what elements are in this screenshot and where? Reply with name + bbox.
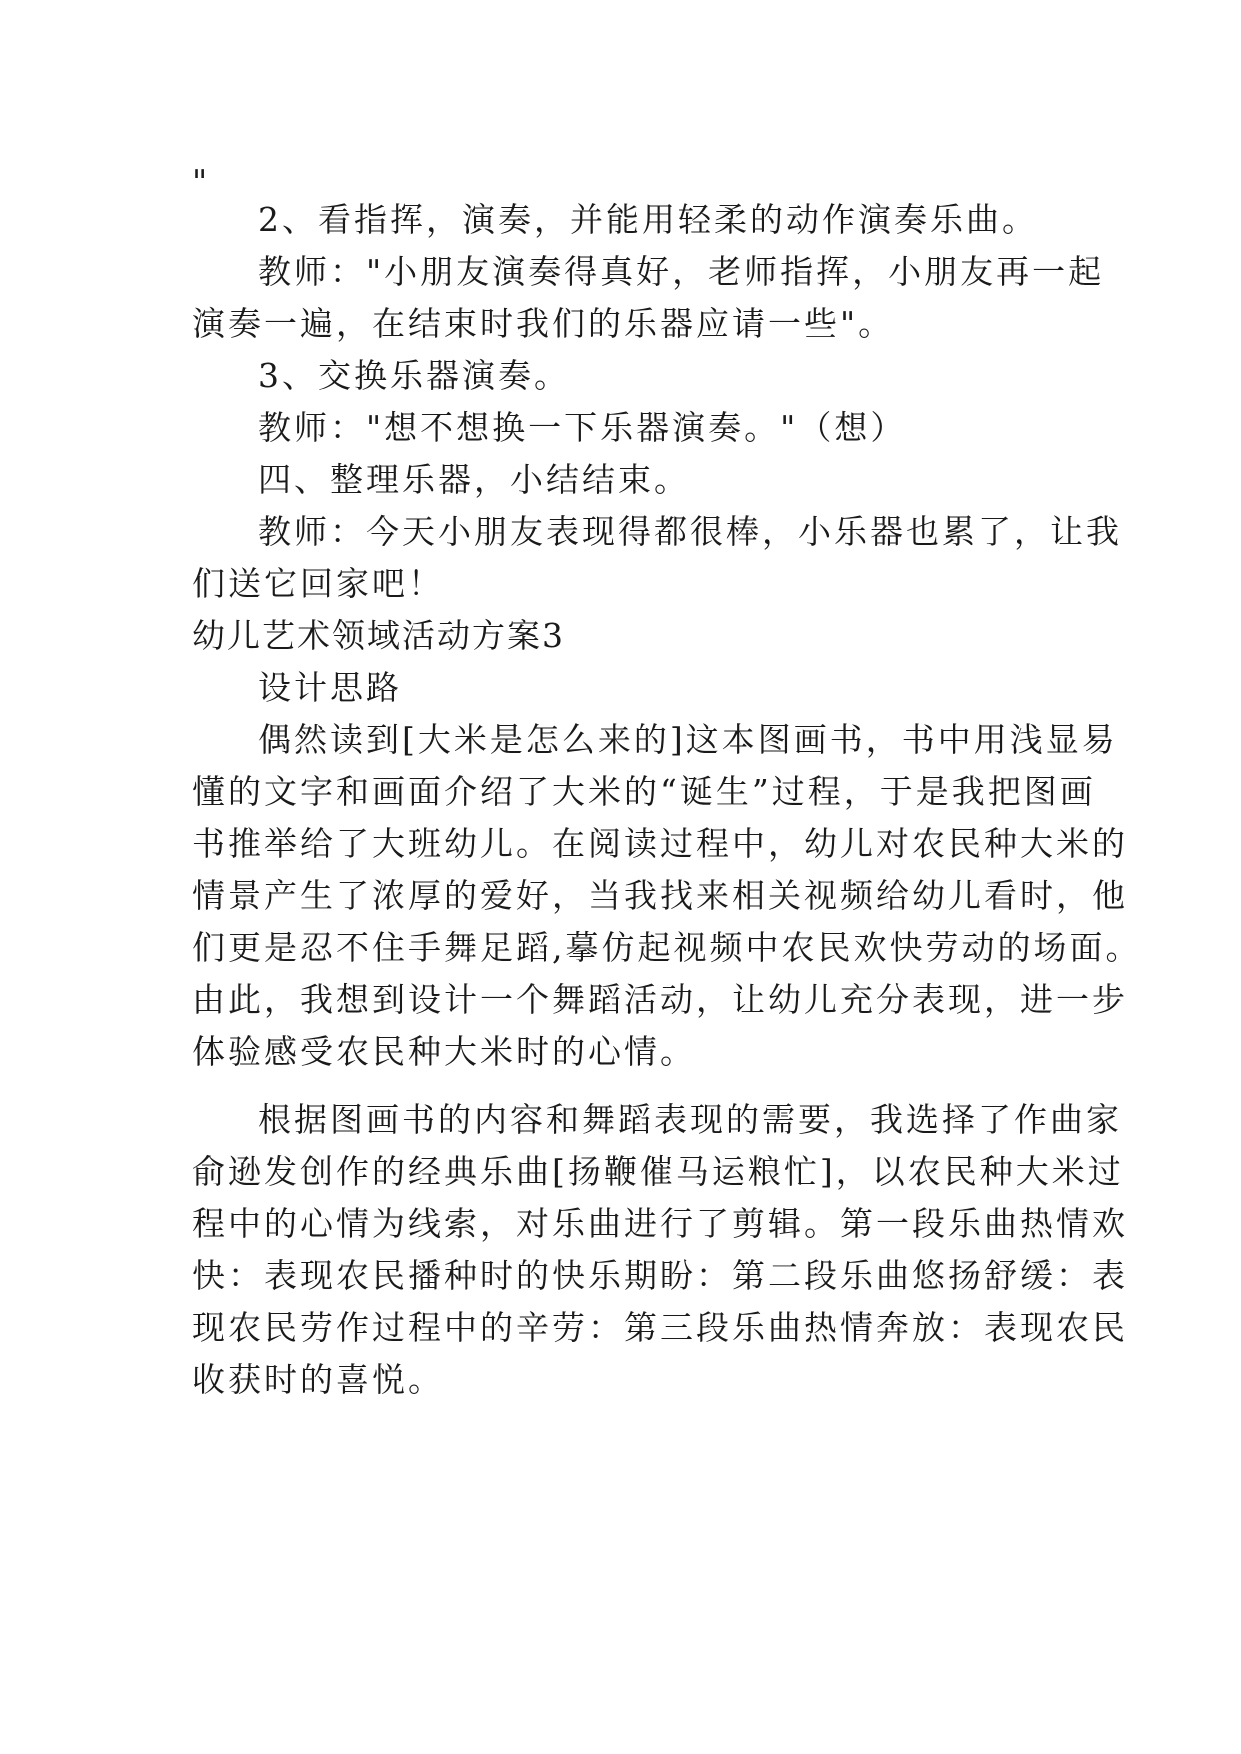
paragraph-1-line-5: 们更是忍不住手舞足蹈,摹仿起视频中农民欢快劳动的场面。	[192, 928, 1142, 967]
paragraph-1-line-4: 情景产生了浓厚的爱好，当我找来相关视频给幼儿看时，他	[192, 876, 1128, 915]
paragraph-step-3: 3、交换乐器演奏。	[258, 356, 570, 395]
section-title: 幼儿艺术领域活动方案3	[192, 616, 565, 655]
paragraph-1-line-3: 书推举给了大班幼儿。在阅读过程中，幼儿对农民种大米的	[192, 824, 1128, 863]
paragraph-2-line-6: 收获时的喜悦。	[192, 1360, 444, 1399]
paragraph-2-line-5: 现农民劳作过程中的辛劳：第三段乐曲热情奔放：表现农民	[192, 1308, 1128, 1347]
paragraph-2-line-2: 俞逊发创作的经典乐曲[扬鞭催马运粮忙]，以农民种大米过	[192, 1152, 1124, 1191]
subheading-design-idea: 设计思路	[258, 668, 402, 707]
paragraph-teacher-closing-1: 教师：今天小朋友表现得都很棒，小乐器也累了，让我	[258, 512, 1122, 551]
paragraph-1-line-7: 体验感受农民种大米时的心情。	[192, 1032, 696, 1071]
paragraph-2-line-3: 程中的心情为线索，对乐曲进行了剪辑。第一段乐曲热情欢	[192, 1204, 1128, 1243]
paragraph-2-line-1: 根据图画书的内容和舞蹈表现的需要，我选择了作曲家	[258, 1100, 1122, 1139]
paragraph-2-line-4: 快：表现农民播种时的快乐期盼：第二段乐曲悠扬舒缓：表	[192, 1256, 1128, 1295]
paragraph-1-line-6: 由此，我想到设计一个舞蹈活动，让幼儿充分表现，进一步	[192, 980, 1128, 1019]
paragraph-teacher-line-1: 教师："小朋友演奏得真好，老师指挥，小朋友再一起	[258, 252, 1105, 291]
stray-quote-mark: "	[192, 162, 211, 201]
paragraph-teacher-closing-2: 们送它回家吧！	[192, 564, 444, 603]
paragraph-step-2: 2、看指挥，演奏，并能用轻柔的动作演奏乐曲。	[258, 200, 1038, 239]
paragraph-teacher-question: 教师："想不想换一下乐器演奏。"（想）	[258, 408, 907, 447]
paragraph-teacher-line-2: 演奏一遍，在结束时我们的乐器应请一些"。	[192, 304, 895, 343]
paragraph-1-line-2: 懂的文字和画面介绍了大米的“诞生”过程，于是我把图画	[192, 772, 1096, 811]
paragraph-1-line-1: 偶然读到[大米是怎么来的]这本图画书，书中用浅显易	[258, 720, 1118, 759]
section-four-heading: 四、整理乐器，小结结束。	[258, 460, 690, 499]
